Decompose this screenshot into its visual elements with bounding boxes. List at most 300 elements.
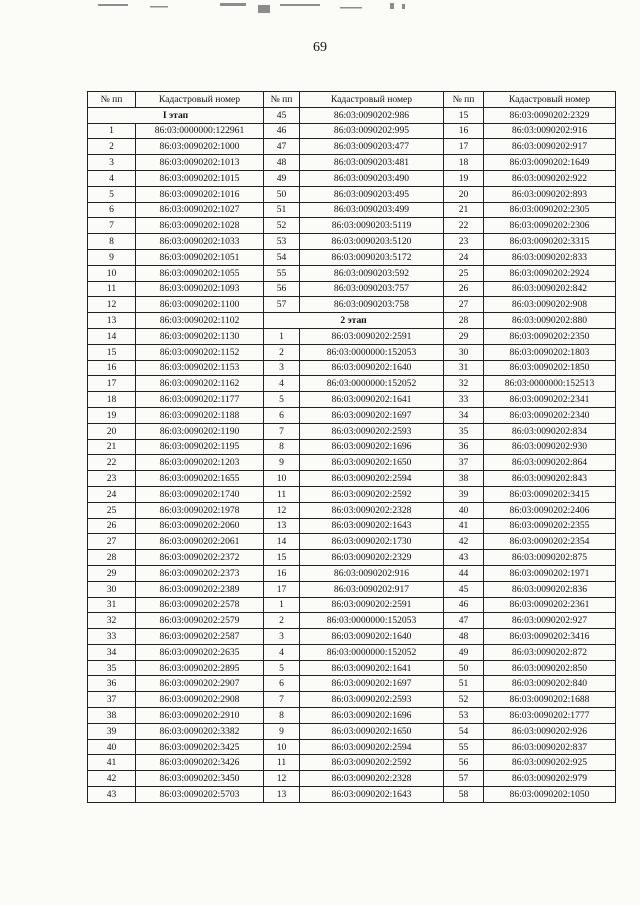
table-cell: 56 xyxy=(444,755,484,771)
table-row xyxy=(88,281,616,297)
table-cell: 12 xyxy=(264,502,300,518)
table-row xyxy=(88,534,616,550)
table-cell: 36 xyxy=(88,676,136,692)
table-cell: 86:03:0090202:2355 xyxy=(484,518,616,534)
table-cell: 86:03:0090202:1102 xyxy=(136,313,264,329)
table-cell: 86:03:0090202:1153 xyxy=(136,360,264,376)
table-cell: 55 xyxy=(444,739,484,755)
table-cell: 86:03:0090202:2907 xyxy=(136,676,264,692)
table-cell: 10 xyxy=(264,471,300,487)
table-cell: 86:03:0090202:2592 xyxy=(300,486,444,502)
table-cell: 86:03:0090202:1100 xyxy=(136,297,264,313)
table-cell: 23 xyxy=(88,471,136,487)
table-cell: 16 xyxy=(444,123,484,139)
table-row xyxy=(88,518,616,534)
table-cell: 28 xyxy=(444,313,484,329)
table-cell: 86:03:0000000:152052 xyxy=(300,644,444,660)
table-cell: 19 xyxy=(88,407,136,423)
table-cell: 21 xyxy=(444,202,484,218)
table-cell: 16 xyxy=(88,360,136,376)
table-row xyxy=(88,249,616,265)
table-cell: 45 xyxy=(264,107,300,123)
table-cell: 86:03:0000000:122961 xyxy=(136,123,264,139)
table-cell: 86:03:0090202:1130 xyxy=(136,328,264,344)
table-cell: 86:03:0090202:1190 xyxy=(136,423,264,439)
table-cell: 20 xyxy=(88,423,136,439)
table-cell: 86:03:0090203:499 xyxy=(300,202,444,218)
table-cell: 11 xyxy=(264,755,300,771)
table-cell: 86:03:0090202:836 xyxy=(484,581,616,597)
table-cell: 86:03:0090202:1177 xyxy=(136,392,264,408)
table-cell: 86:03:0090202:1643 xyxy=(300,518,444,534)
table-row xyxy=(88,565,616,581)
table-cell: 86:03:0090202:2372 xyxy=(136,550,264,566)
table-cell: 86:03:0090202:2908 xyxy=(136,692,264,708)
table-cell: 53 xyxy=(444,708,484,724)
table-cell: 86:03:0090202:1978 xyxy=(136,502,264,518)
table-row xyxy=(88,107,616,123)
table-cell: 86:03:0090202:834 xyxy=(484,423,616,439)
table-cell: 42 xyxy=(88,771,136,787)
table-cell: 13 xyxy=(264,787,300,803)
table-cell: 51 xyxy=(444,676,484,692)
table-cell: 86:03:0090202:925 xyxy=(484,755,616,771)
table-cell: 4 xyxy=(264,376,300,392)
table-cell: 37 xyxy=(444,455,484,471)
table-cell: 86:03:0090203:592 xyxy=(300,265,444,281)
table-cell: 8 xyxy=(264,439,300,455)
table-cell: 8 xyxy=(264,708,300,724)
table-cell: 86:03:0090202:1688 xyxy=(484,692,616,708)
table-cell: 86:03:0090202:872 xyxy=(484,644,616,660)
table-row xyxy=(88,486,616,502)
table-cell: 50 xyxy=(444,660,484,676)
table-row xyxy=(88,787,616,803)
table-cell: 48 xyxy=(444,629,484,645)
table-cell: 1 xyxy=(264,597,300,613)
table-cell: 86:03:0090202:1730 xyxy=(300,534,444,550)
table-cell: 86:03:0090202:2328 xyxy=(300,502,444,518)
table-cell: 27 xyxy=(444,297,484,313)
table-cell: 86:03:0090202:979 xyxy=(484,771,616,787)
table-cell: 86:03:0090202:3315 xyxy=(484,234,616,250)
table-cell: 52 xyxy=(444,692,484,708)
table-cell: 40 xyxy=(88,739,136,755)
table-row xyxy=(88,676,616,692)
table-cell: 14 xyxy=(264,534,300,550)
table-cell: 86:03:0090202:1696 xyxy=(300,439,444,455)
table-cell: 86:03:0090202:1000 xyxy=(136,139,264,155)
table-cell: 86:03:0090202:995 xyxy=(300,123,444,139)
table-cell: 18 xyxy=(88,392,136,408)
table-cell: 86:03:0090202:2306 xyxy=(484,218,616,234)
table-cell: 39 xyxy=(444,486,484,502)
table-cell: 39 xyxy=(88,723,136,739)
table-cell: 86:03:0090202:2591 xyxy=(300,597,444,613)
table-cell: 86:03:0090202:1650 xyxy=(300,455,444,471)
table-row xyxy=(88,755,616,771)
table-cell: 38 xyxy=(444,471,484,487)
table-cell: 11 xyxy=(264,486,300,502)
table-cell: 86:03:0090202:5703 xyxy=(136,787,264,803)
table-cell: 86:03:0090203:490 xyxy=(300,170,444,186)
table-cell: 8 xyxy=(88,234,136,250)
table-cell: 28 xyxy=(88,550,136,566)
table-cell: 86:03:0090202:2061 xyxy=(136,534,264,550)
table-cell: 5 xyxy=(88,186,136,202)
table-cell: 86:03:0090202:917 xyxy=(300,581,444,597)
table-cell: 86:03:0090202:1051 xyxy=(136,249,264,265)
scan-artifact xyxy=(90,0,450,22)
table-cell: 86:03:0090202:1777 xyxy=(484,708,616,724)
table-cell: 86:03:0000000:152052 xyxy=(300,376,444,392)
table-cell: 86:03:0090202:2328 xyxy=(300,771,444,787)
table-row xyxy=(88,328,616,344)
table-cell: 49 xyxy=(444,644,484,660)
table-cell: 86:03:0090202:2592 xyxy=(300,755,444,771)
table-row xyxy=(88,502,616,518)
table-cell: 6 xyxy=(264,407,300,423)
table-row xyxy=(88,644,616,660)
table-cell: 86:03:0090202:2305 xyxy=(484,202,616,218)
table-cell: 35 xyxy=(444,423,484,439)
table-cell: 17 xyxy=(88,376,136,392)
table-cell: 86:03:0090202:1640 xyxy=(300,360,444,376)
table-row xyxy=(88,123,616,139)
table-cell: 86:03:0090202:1093 xyxy=(136,281,264,297)
table-cell: 38 xyxy=(88,708,136,724)
table-cell: 5 xyxy=(264,660,300,676)
table-cell: 57 xyxy=(264,297,300,313)
table-cell: 86:03:0090202:922 xyxy=(484,170,616,186)
table-cell: 86:03:0090202:2350 xyxy=(484,328,616,344)
table-cell: 26 xyxy=(88,518,136,534)
table-cell: 11 xyxy=(88,281,136,297)
table-cell: 23 xyxy=(444,234,484,250)
table-header-row xyxy=(88,92,616,108)
table-cell: 35 xyxy=(88,660,136,676)
table-cell: 86:03:0090203:5119 xyxy=(300,218,444,234)
table-cell: 86:03:0000000:152053 xyxy=(300,613,444,629)
table-cell: 25 xyxy=(444,265,484,281)
table-cell: 86:03:0090202:1203 xyxy=(136,455,264,471)
table-row xyxy=(88,186,616,202)
table-cell: 86:03:0090202:1028 xyxy=(136,218,264,234)
table-row xyxy=(88,439,616,455)
table-cell: 86:03:0090203:5120 xyxy=(300,234,444,250)
table-row xyxy=(88,376,616,392)
table-cell: 3 xyxy=(88,155,136,171)
table-row xyxy=(88,218,616,234)
table-cell: 86:03:0090202:2329 xyxy=(484,107,616,123)
table-cell: 86:03:0090202:2361 xyxy=(484,597,616,613)
table-cell: 86:03:0090202:1740 xyxy=(136,486,264,502)
table-cell: 86:03:0090202:2910 xyxy=(136,708,264,724)
table-cell: 43 xyxy=(88,787,136,803)
table-cell: 86:03:0090202:1697 xyxy=(300,676,444,692)
table-cell: 24 xyxy=(88,486,136,502)
table-cell: 14 xyxy=(88,328,136,344)
table-cell: 57 xyxy=(444,771,484,787)
table-cell: 15 xyxy=(264,550,300,566)
table-row xyxy=(88,265,616,281)
table-cell: 86:03:0090202:1971 xyxy=(484,565,616,581)
table-row xyxy=(88,550,616,566)
table-cell: 4 xyxy=(264,644,300,660)
table-row xyxy=(88,629,616,645)
table-row xyxy=(88,708,616,724)
table-cell: 58 xyxy=(444,787,484,803)
table-cell: 16 xyxy=(264,565,300,581)
table-cell: 86:03:0090203:477 xyxy=(300,139,444,155)
table-cell: 31 xyxy=(88,597,136,613)
table-cell: 86:03:0090202:842 xyxy=(484,281,616,297)
table-cell: 41 xyxy=(444,518,484,534)
table-cell: 20 xyxy=(444,186,484,202)
table-cell: 86:03:0090202:1649 xyxy=(484,155,616,171)
table-cell: 32 xyxy=(88,613,136,629)
table-row xyxy=(88,423,616,439)
table-cell: 86:03:0090202:2578 xyxy=(136,597,264,613)
table-cell: 37 xyxy=(88,692,136,708)
table-cell: 56 xyxy=(264,281,300,297)
table-cell: 86:03:0090202:1641 xyxy=(300,392,444,408)
table-cell: 15 xyxy=(444,107,484,123)
table-cell: 22 xyxy=(444,218,484,234)
table-cell: 24 xyxy=(444,249,484,265)
table-cell: 12 xyxy=(88,297,136,313)
table-cell: 2 xyxy=(264,613,300,629)
table-row xyxy=(88,344,616,360)
table-row xyxy=(88,613,616,629)
table-cell: 86:03:0090202:2924 xyxy=(484,265,616,281)
table-cell: 86:03:0090202:1033 xyxy=(136,234,264,250)
table-cell: 86:03:0090202:3416 xyxy=(484,629,616,645)
table-cell: 86:03:0090202:2579 xyxy=(136,613,264,629)
table-cell: 86:03:0000000:152513 xyxy=(484,376,616,392)
table-cell: 13 xyxy=(264,518,300,534)
table-cell: 6 xyxy=(88,202,136,218)
table-cell: 86:03:0090203:5172 xyxy=(300,249,444,265)
table-row xyxy=(88,660,616,676)
table-cell: 86:03:0090202:1015 xyxy=(136,170,264,186)
table-row xyxy=(88,771,616,787)
table-cell: 5 xyxy=(264,392,300,408)
table-cell: 31 xyxy=(444,360,484,376)
table-cell: 86:03:0090203:481 xyxy=(300,155,444,171)
table-cell: 47 xyxy=(444,613,484,629)
table-cell: 4 xyxy=(88,170,136,186)
table-cell: 44 xyxy=(444,565,484,581)
table-cell: 86:03:0090202:927 xyxy=(484,613,616,629)
table-row xyxy=(88,313,616,329)
table-cell: 17 xyxy=(264,581,300,597)
table-cell: 7 xyxy=(264,423,300,439)
table-cell: 34 xyxy=(444,407,484,423)
table-cell: 3 xyxy=(264,629,300,645)
table-cell: 86:03:0090202:1013 xyxy=(136,155,264,171)
table-cell: 86:03:0090202:2594 xyxy=(300,471,444,487)
table-cell: 33 xyxy=(88,629,136,645)
table-cell: 86:03:0090202:3382 xyxy=(136,723,264,739)
table-cell: 47 xyxy=(264,139,300,155)
table-row xyxy=(88,455,616,471)
table-cell: 86:03:0090202:3450 xyxy=(136,771,264,787)
table-cell: 86:03:0090202:1188 xyxy=(136,407,264,423)
table-row xyxy=(88,139,616,155)
table-cell: 86:03:0090202:2329 xyxy=(300,550,444,566)
table-cell: 86:03:0090202:1050 xyxy=(484,787,616,803)
table-cell: 86:03:0090203:758 xyxy=(300,297,444,313)
table-row xyxy=(88,407,616,423)
table-cell: 29 xyxy=(444,328,484,344)
table-row xyxy=(88,155,616,171)
table-cell: 86:03:0090202:1696 xyxy=(300,708,444,724)
table-cell: 9 xyxy=(264,455,300,471)
table-cell: 86:03:0090202:917 xyxy=(484,139,616,155)
table-cell: 86:03:0090202:2373 xyxy=(136,565,264,581)
table-cell: 86:03:0000000:152053 xyxy=(300,344,444,360)
table-cell: 86:03:0090202:986 xyxy=(300,107,444,123)
table-cell: 33 xyxy=(444,392,484,408)
table-cell: 50 xyxy=(264,186,300,202)
table-cell: 86:03:0090202:3425 xyxy=(136,739,264,755)
table-cell: 43 xyxy=(444,550,484,566)
table-cell: 40 xyxy=(444,502,484,518)
column-header: № пп xyxy=(264,92,300,108)
table-cell: 86:03:0090202:916 xyxy=(484,123,616,139)
table-cell: 86:03:0090202:2593 xyxy=(300,692,444,708)
table-cell: 32 xyxy=(444,376,484,392)
table-cell: 13 xyxy=(88,313,136,329)
column-header: Кадастровый номер xyxy=(136,92,264,108)
table-cell: 86:03:0090202:864 xyxy=(484,455,616,471)
table-cell: 86:03:0090202:1162 xyxy=(136,376,264,392)
table-cell: 86:03:0090202:1152 xyxy=(136,344,264,360)
table-cell: 42 xyxy=(444,534,484,550)
table-row xyxy=(88,202,616,218)
table-cell: 3 xyxy=(264,360,300,376)
cadastral-table xyxy=(87,91,616,803)
table-cell: 86:03:0090202:840 xyxy=(484,676,616,692)
table-cell: 54 xyxy=(264,249,300,265)
table-cell: 6 xyxy=(264,676,300,692)
table-cell: 86:03:0090202:2587 xyxy=(136,629,264,645)
table-cell: 86:03:0090202:926 xyxy=(484,723,616,739)
table-cell: 21 xyxy=(88,439,136,455)
table-cell: 36 xyxy=(444,439,484,455)
table-body xyxy=(88,107,616,802)
table-cell: 86:03:0090202:2593 xyxy=(300,423,444,439)
table-cell: 86:03:0090202:2060 xyxy=(136,518,264,534)
table-cell: 26 xyxy=(444,281,484,297)
table-cell: 86:03:0090202:850 xyxy=(484,660,616,676)
table-cell: 46 xyxy=(444,597,484,613)
table-cell: 86:03:0090202:1655 xyxy=(136,471,264,487)
table-cell: 25 xyxy=(88,502,136,518)
table-cell: 41 xyxy=(88,755,136,771)
table-cell: 10 xyxy=(88,265,136,281)
table-cell: 86:03:0090202:2406 xyxy=(484,502,616,518)
table-cell: 86:03:0090202:1697 xyxy=(300,407,444,423)
table-cell: 86:03:0090202:3415 xyxy=(484,486,616,502)
table-row xyxy=(88,581,616,597)
table-row xyxy=(88,739,616,755)
table-cell: 12 xyxy=(264,771,300,787)
table-cell: 34 xyxy=(88,644,136,660)
table-row xyxy=(88,597,616,613)
table-cell: 27 xyxy=(88,534,136,550)
table-cell: 86:03:0090202:908 xyxy=(484,297,616,313)
table-cell: 29 xyxy=(88,565,136,581)
table-cell: 86:03:0090202:1650 xyxy=(300,723,444,739)
table-row xyxy=(88,234,616,250)
table-cell: 19 xyxy=(444,170,484,186)
table-cell: 86:03:0090202:2354 xyxy=(484,534,616,550)
table-cell: 86:03:0090202:2591 xyxy=(300,328,444,344)
table-cell: 86:03:0090202:916 xyxy=(300,565,444,581)
table-row xyxy=(88,471,616,487)
table-row xyxy=(88,360,616,376)
table-cell: 53 xyxy=(264,234,300,250)
table-cell: 49 xyxy=(264,170,300,186)
stage-heading: 2 этап xyxy=(264,313,444,329)
table-cell: 86:03:0090202:2389 xyxy=(136,581,264,597)
table-cell: 86:03:0090202:893 xyxy=(484,186,616,202)
column-header: Кадастровый номер xyxy=(484,92,616,108)
table-cell: 1 xyxy=(88,123,136,139)
table-cell: 86:03:0090203:757 xyxy=(300,281,444,297)
table-cell: 15 xyxy=(88,344,136,360)
table-row xyxy=(88,170,616,186)
table-cell: 9 xyxy=(264,723,300,739)
table-cell: 55 xyxy=(264,265,300,281)
table-cell: 7 xyxy=(88,218,136,234)
table-cell: 86:03:0090202:1803 xyxy=(484,344,616,360)
table-cell: 86:03:0090202:1055 xyxy=(136,265,264,281)
table-row xyxy=(88,723,616,739)
table-cell: 86:03:0090202:1850 xyxy=(484,360,616,376)
column-header: Кадастровый номер xyxy=(300,92,444,108)
table-cell: 22 xyxy=(88,455,136,471)
table-cell: 86:03:0090202:1643 xyxy=(300,787,444,803)
table-cell: 45 xyxy=(444,581,484,597)
table-cell: 17 xyxy=(444,139,484,155)
table-cell: 9 xyxy=(88,249,136,265)
table-cell: 54 xyxy=(444,723,484,739)
table-cell: 48 xyxy=(264,155,300,171)
table-cell: 2 xyxy=(264,344,300,360)
table-cell: 46 xyxy=(264,123,300,139)
table-cell: 2 xyxy=(88,139,136,155)
table-cell: 86:03:0090202:1027 xyxy=(136,202,264,218)
table-cell: 86:03:0090202:2635 xyxy=(136,644,264,660)
table-cell: 18 xyxy=(444,155,484,171)
table-cell: 86:03:0090202:2594 xyxy=(300,739,444,755)
table-cell: 30 xyxy=(88,581,136,597)
table-cell: 86:03:0090202:930 xyxy=(484,439,616,455)
table-cell: 10 xyxy=(264,739,300,755)
table-cell: 86:03:0090202:833 xyxy=(484,249,616,265)
table-cell: 86:03:0090202:843 xyxy=(484,471,616,487)
stage-heading: I этап xyxy=(88,107,264,123)
table-cell: 86:03:0090202:1016 xyxy=(136,186,264,202)
table-cell: 1 xyxy=(264,328,300,344)
table-cell: 86:03:0090202:2341 xyxy=(484,392,616,408)
table-row xyxy=(88,692,616,708)
column-header: № пп xyxy=(88,92,136,108)
table-cell: 86:03:0090202:1640 xyxy=(300,629,444,645)
